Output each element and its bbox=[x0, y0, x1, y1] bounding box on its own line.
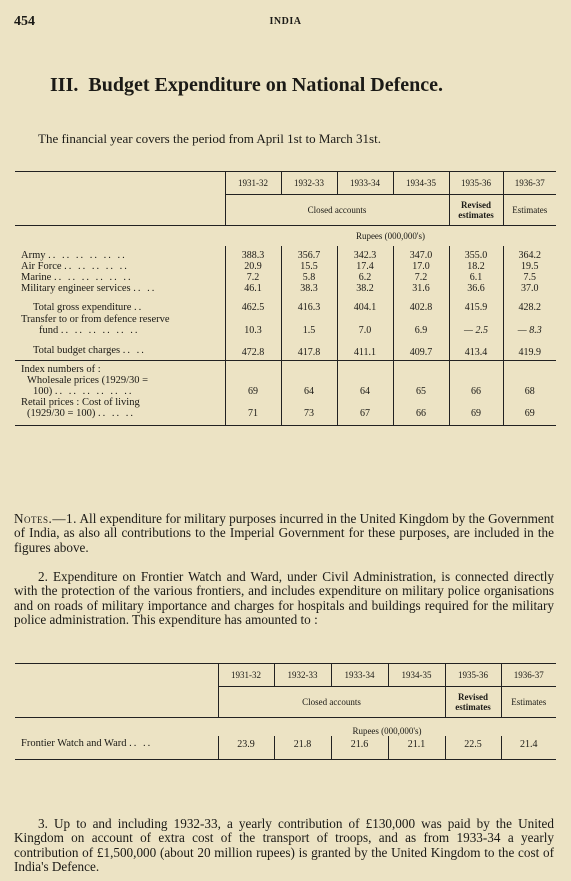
revised-estimates-header bbox=[449, 195, 503, 226]
section-heading bbox=[50, 74, 443, 97]
table-row: Index numbers of : Wholesale prices (1929/30 = 100) .. .. .. .. .. .. 69 64 64 65 66 68 bbox=[15, 361, 556, 398]
year-header: 1933-34 bbox=[331, 664, 388, 687]
row-label: Total gross expenditure bbox=[33, 302, 132, 313]
cell: 64 bbox=[281, 361, 337, 398]
row-label: Air Force bbox=[21, 261, 62, 272]
table-row: Frontier Watch and Ward .. .. 23.9 21.8 21.6 21.1 22.5 21.4 bbox=[15, 736, 556, 760]
cell: 7.5 bbox=[503, 272, 556, 283]
frontier-watch-table bbox=[15, 663, 556, 760]
row-label: Transfer to or from defence reserve bbox=[21, 314, 170, 325]
cell: 65 bbox=[393, 361, 449, 398]
cell: 68 bbox=[503, 361, 556, 398]
cell: 402.8 bbox=[393, 294, 449, 313]
note-1-text: All expenditure for military purposes incurred in the United Kingdom by the Government of India, as also all contributions to the Imperial Government for these purposes, are included in the figures above. bbox=[14, 511, 554, 555]
cell: 15.5 bbox=[281, 261, 337, 272]
year-header: 1934-35 bbox=[393, 172, 449, 195]
cell: 69 bbox=[503, 397, 556, 426]
running-header bbox=[14, 14, 557, 32]
cell: 31.6 bbox=[393, 283, 449, 294]
year-header-row bbox=[15, 664, 556, 687]
intro-sentence: The financial year covers the period from April 1st to March 31st. bbox=[38, 131, 381, 146]
row-label-cont: (1929/30 = 100) bbox=[27, 408, 96, 419]
revised-label: Revised bbox=[458, 692, 488, 702]
row-label: Marine bbox=[21, 272, 52, 283]
cell: 69 bbox=[225, 361, 281, 398]
closed-accounts-header: Closed accounts bbox=[225, 195, 449, 226]
year-header: 1931-32 bbox=[218, 664, 274, 687]
cell: 18.2 bbox=[449, 261, 503, 272]
table-row: Total gross expenditure .. 462.5 416.3 404.1 402.8 415.9 428.2 bbox=[15, 294, 556, 313]
cell: 388.3 bbox=[225, 246, 281, 261]
cell: 10.3 bbox=[225, 313, 281, 336]
table-row: Retail prices : Cost of living (1929/30 = 100) .. .. .. 71 73 67 66 69 69 bbox=[15, 397, 556, 426]
cell: 36.6 bbox=[449, 283, 503, 294]
cell: 23.9 bbox=[218, 736, 274, 760]
running-title: INDIA bbox=[269, 16, 302, 27]
group-header-row bbox=[15, 687, 556, 718]
cell: 17.0 bbox=[393, 261, 449, 272]
cell: 364.2 bbox=[503, 246, 556, 261]
year-header: 1931-32 bbox=[225, 172, 281, 195]
year-header: 1936-37 bbox=[503, 172, 556, 195]
cell: 38.2 bbox=[337, 283, 393, 294]
year-header: 1932-33 bbox=[274, 664, 331, 687]
estimates-label: estimates bbox=[458, 210, 494, 220]
cell: 413.4 bbox=[449, 336, 503, 361]
cell: 71 bbox=[225, 397, 281, 426]
cell: 66 bbox=[393, 397, 449, 426]
cell: — 8.3 bbox=[503, 313, 556, 336]
note-2 bbox=[14, 570, 554, 628]
note-3-text: 3. Up to and including 1932-33, a yearly contribution of £130,000 was paid by the United Kingdom on account of extra cost of the transport of troops, and as from 1933-34 a yearly contribution of £1,500,000 (about 20 million rupees) is granted by the United Kingdom to the cost of India's Defence. bbox=[14, 816, 554, 875]
cell: — 2.5 bbox=[449, 313, 503, 336]
year-header: 1933-34 bbox=[337, 172, 393, 195]
cell: 1.5 bbox=[281, 313, 337, 336]
cell: 462.5 bbox=[225, 294, 281, 313]
table-row: Transfer to or from defence reserve fund .. .. .. .. .. .. 10.3 1.5 7.0 6.9 — 2.5 — 8.3 bbox=[15, 313, 556, 336]
unit-label: Rupees (000,000's) bbox=[352, 726, 422, 736]
cell: 7.2 bbox=[225, 272, 281, 283]
note-2-text: 2. Expenditure on Frontier Watch and Ward, under Civil Administration, is connected directly with the protection of the various frontiers, and includes expenditure on military police organisations and on roads of military importance and charges for hospitals and buildings required for the military police administration. This expenditure has amounted to : bbox=[14, 569, 554, 628]
table-row: Army .. .. .. .. .. .. 388.3 356.7 342.3 347.0 355.0 364.2 bbox=[15, 246, 556, 261]
cell: 37.0 bbox=[503, 283, 556, 294]
cell: 67 bbox=[337, 397, 393, 426]
revised-label: Revised bbox=[461, 200, 491, 210]
cell: 428.2 bbox=[503, 294, 556, 313]
unit-row bbox=[15, 226, 556, 247]
closed-accounts-header: Closed accounts bbox=[218, 687, 445, 718]
cell: 66 bbox=[449, 361, 503, 398]
row-label: Total budget charges bbox=[33, 345, 121, 356]
row-label: Retail prices : Cost of living bbox=[21, 397, 140, 408]
cell: 472.8 bbox=[225, 336, 281, 361]
year-header: 1935-36 bbox=[445, 664, 501, 687]
cell: 21.8 bbox=[274, 736, 331, 760]
estimates-header: Estimates bbox=[503, 195, 556, 226]
cell: 17.4 bbox=[337, 261, 393, 272]
page-number: 454 bbox=[14, 14, 35, 29]
index-heading: Index numbers of : bbox=[21, 364, 101, 375]
cell: 419.9 bbox=[503, 336, 556, 361]
cell: 6.2 bbox=[337, 272, 393, 283]
year-header-row bbox=[15, 172, 556, 195]
cell: 342.3 bbox=[337, 246, 393, 261]
cell: 19.5 bbox=[503, 261, 556, 272]
table-row: Military engineer services .. .. 46.1 38.3 38.2 31.6 36.6 37.0 bbox=[15, 283, 556, 294]
note-1 bbox=[14, 512, 554, 555]
group-header-row bbox=[15, 195, 556, 226]
year-header: 1932-33 bbox=[281, 172, 337, 195]
row-label: Frontier Watch and Ward bbox=[21, 738, 127, 749]
cell: 416.3 bbox=[281, 294, 337, 313]
cell: 64 bbox=[337, 361, 393, 398]
note-1-lead: Notes.—1. bbox=[14, 511, 77, 526]
row-label: Army bbox=[21, 250, 46, 261]
cell: 5.8 bbox=[281, 272, 337, 283]
cell: 6.1 bbox=[449, 272, 503, 283]
cell: 417.8 bbox=[281, 336, 337, 361]
cell: 21.6 bbox=[331, 736, 388, 760]
year-header: 1934-35 bbox=[388, 664, 445, 687]
cell: 21.4 bbox=[501, 736, 556, 760]
cell: 69 bbox=[449, 397, 503, 426]
revised-estimates-header bbox=[445, 687, 501, 718]
table-row: Air Force .. .. .. .. .. 20.9 15.5 17.4 17.0 18.2 19.5 bbox=[15, 261, 556, 272]
cell: 409.7 bbox=[393, 336, 449, 361]
year-header: 1936-37 bbox=[501, 664, 556, 687]
estimates-header: Estimates bbox=[501, 687, 556, 718]
cell: 21.1 bbox=[388, 736, 445, 760]
cell: 411.1 bbox=[337, 336, 393, 361]
row-label: Wholesale prices (1929/30 = bbox=[27, 375, 149, 386]
cell: 46.1 bbox=[225, 283, 281, 294]
cell: 73 bbox=[281, 397, 337, 426]
cell: 20.9 bbox=[225, 261, 281, 272]
unit-row bbox=[15, 718, 556, 737]
note-3 bbox=[14, 817, 554, 875]
row-label: Military engineer services bbox=[21, 283, 131, 294]
table-row: Total budget charges .. .. 472.8 417.8 411.1 409.7 413.4 419.9 bbox=[15, 336, 556, 361]
unit-label: Rupees (000,000's) bbox=[225, 226, 556, 247]
cell: 347.0 bbox=[393, 246, 449, 261]
cell: 7.0 bbox=[337, 313, 393, 336]
section-numeral: III. bbox=[50, 74, 79, 96]
cell: 404.1 bbox=[337, 294, 393, 313]
cell: 7.2 bbox=[393, 272, 449, 283]
defence-budget-table bbox=[15, 171, 556, 426]
cell: 356.7 bbox=[281, 246, 337, 261]
row-label-cont: 100) bbox=[33, 386, 53, 397]
row-label-cont: fund bbox=[39, 325, 59, 336]
estimates-label: estimates bbox=[455, 702, 491, 712]
cell: 415.9 bbox=[449, 294, 503, 313]
cell: 22.5 bbox=[445, 736, 501, 760]
section-title: Budget Expenditure on National Defence. bbox=[88, 74, 443, 96]
year-header: 1935-36 bbox=[449, 172, 503, 195]
cell: 355.0 bbox=[449, 246, 503, 261]
table-row: Marine .. .. .. .. .. .. 7.2 5.8 6.2 7.2 6.1 7.5 bbox=[15, 272, 556, 283]
cell: 6.9 bbox=[393, 313, 449, 336]
cell: 38.3 bbox=[281, 283, 337, 294]
